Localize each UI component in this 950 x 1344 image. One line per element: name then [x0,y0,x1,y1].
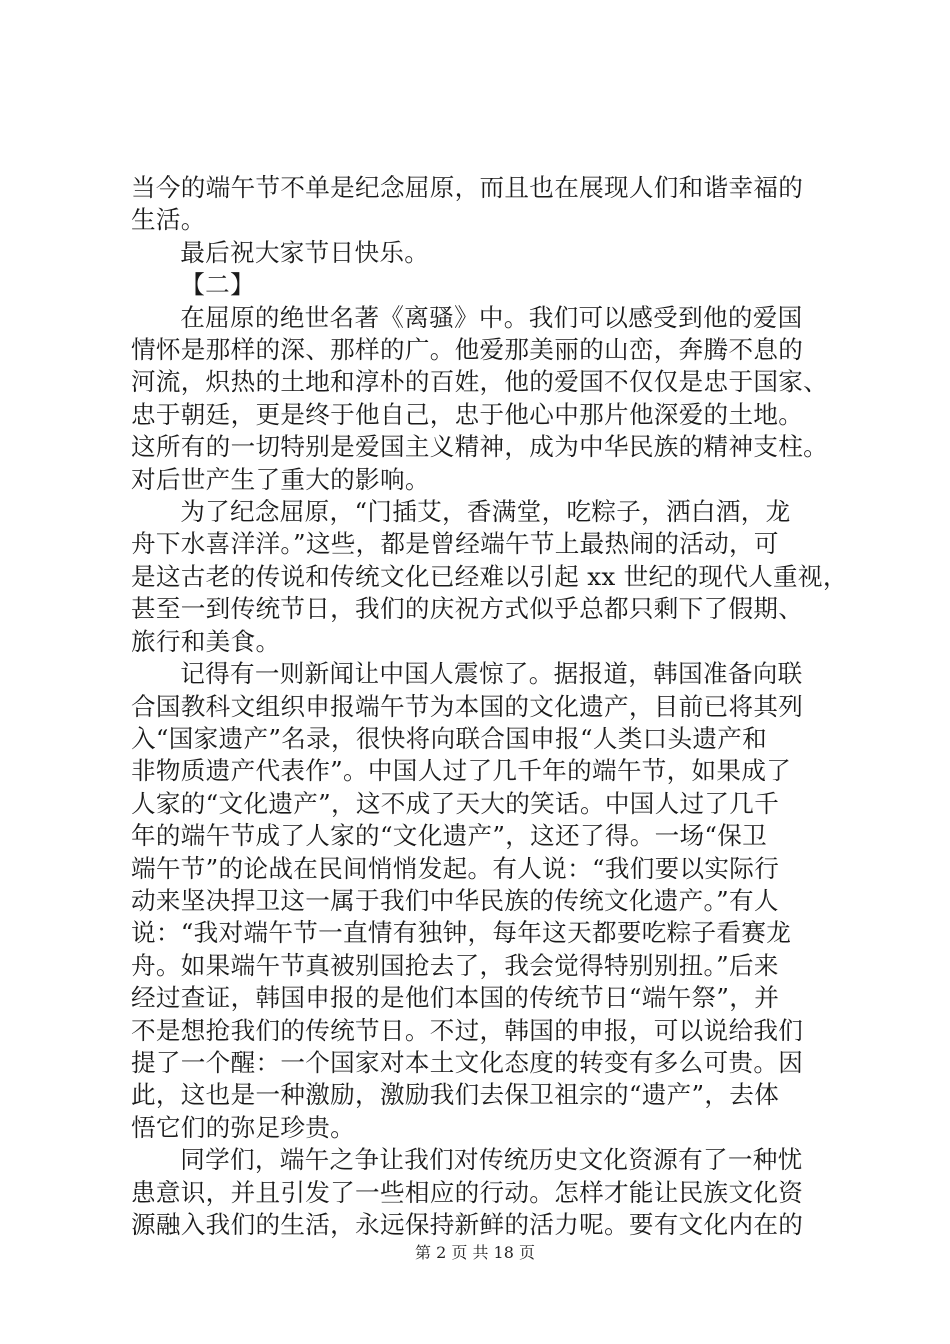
text-line: 对后世产生了重大的影响。 [131,464,430,494]
page-footer [0,1243,950,1263]
text-line: 旅行和美食。 [131,626,281,656]
text-line: 情怀是那样的深、那样的广。他爱那美丽的山峦，奔腾不息的 [131,335,804,365]
text-line: 是这古老的传说和传统文化已经难以引起 xx 世纪的现代人重视， [131,561,848,591]
text-line: 甚至一到传统节日，我们的庆祝方式似乎总都只剩下了假期、 [131,594,804,624]
text-line: 动来坚决捍卫这一属于我们中华民族的传统文化遗产。”有人 [131,885,779,915]
text-line: 年的端午节成了人家的“文化遗产”，这还了得。一场“保卫 [131,821,768,851]
page-number: 第 2 页 共 18 页 [415,1243,535,1262]
paragraph [131,172,831,237]
section-heading [131,269,831,301]
text-line: 源融入我们的生活，永远保持新鲜的活力呢。要有文化内在的 [131,1210,804,1239]
document-body [131,172,848,1241]
paragraph [131,302,831,496]
text-line: 【二】 [180,270,255,300]
paragraph [131,658,831,1144]
text-line: 为了纪念屈原，“门插艾，香满堂，吃粽子，洒白酒，龙 [180,497,791,527]
text-line: 河流，炽热的土地和淳朴的百姓，他的爱国不仅仅是忠于国家、 [131,367,829,397]
text-line: 人家的“文化遗产”，这不成了天大的笑话。中国人过了几千 [131,788,780,818]
paragraph [131,496,848,658]
text-line: 患意识，并且引发了一些相应的行动。怎样才能让民族文化资 [131,1177,804,1207]
text-line: 端午节”的论战在民间悄悄发起。有人说：“我们要以实际行 [131,853,780,883]
text-line: 入“国家遗产”名录，很快将向联合国申报“人类口头遗产和 [131,723,768,753]
paragraph [131,1144,831,1241]
text-line: 忠于朝廷，更是终于他自己，忠于他心中那片他深爱的土地。 [131,399,804,429]
text-line: 说：“我对端午节一直情有独钟，每年这天都要吃粽子看赛龙 [131,918,792,948]
text-line: 舟下水喜洋洋。”这些，都是曾经端午节上最热闹的活动，可 [131,529,779,559]
text-line: 记得有一则新闻让中国人震惊了。据报道，韩国准备向联 [180,659,803,689]
paragraph [131,237,831,269]
text-line: 悟它们的弥足珍贵。 [131,1112,356,1142]
text-line: 非物质遗产代表作”。中国人过了几千年的端午节，如果成了 [131,756,792,786]
text-line: 提了一个醒：一个国家对本土文化态度的转变有多么可贵。因 [131,1047,804,1077]
text-line: 经过查证，韩国申报的是他们本国的传统节日“端午祭”，并 [131,983,780,1013]
text-line: 舟。如果端午节真被别国抢去了，我会觉得特别别扭。”后来 [131,950,779,980]
text-line: 不是想抢我们的传统节日。不过，韩国的申报，可以说给我们 [131,1015,804,1045]
text-line: 在屈原的绝世名著《离骚》中。我们可以感受到他的爱国 [180,302,803,332]
text-line: 同学们，端午之争让我们对传统历史文化资源有了一种忧 [180,1145,803,1175]
text-line: 最后祝大家节日快乐。 [180,237,430,267]
text-line: 生活。 [131,205,206,235]
text-line: 此，这也是一种激励，激励我们去保卫祖宗的“遗产”，去体 [131,1080,780,1110]
text-line: 这所有的一切特别是爱国主义精神，成为中华民族的精神支柱。 [131,432,829,462]
text-line: 当今的端午节不单是纪念屈原，而且也在展现人们和谐幸福的 [131,173,804,202]
text-line: 合国教科文组织申报端午节为本国的文化遗产，目前已将其列 [131,691,804,721]
